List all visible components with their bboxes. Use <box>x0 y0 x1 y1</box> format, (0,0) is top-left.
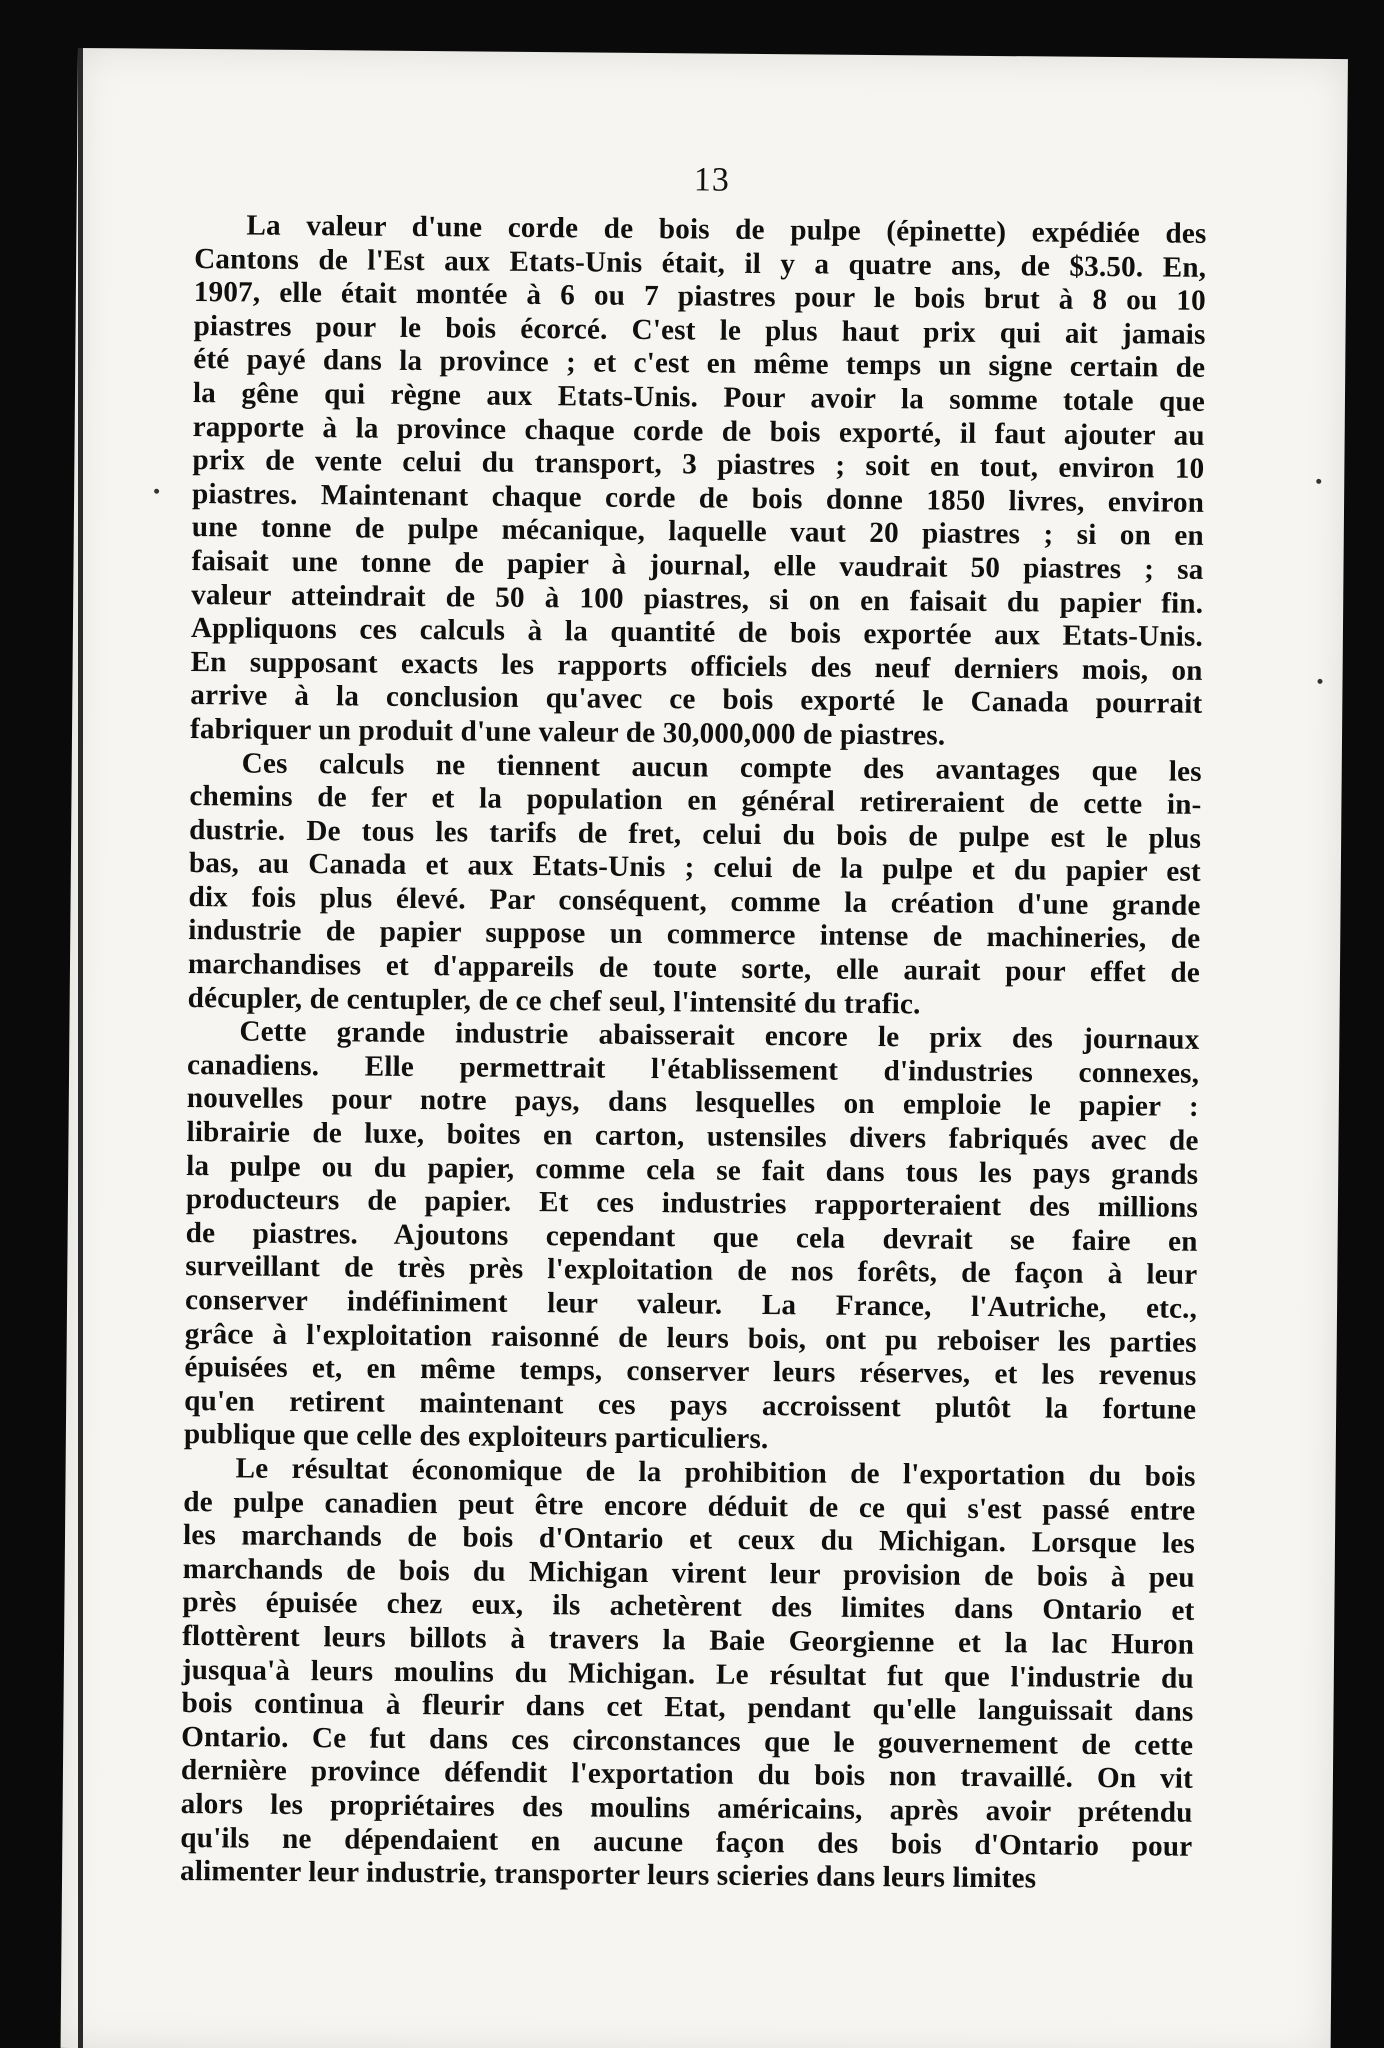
text-line: de piastres. Ajoutons cependant que cela devrait se faire en <box>185 1216 1198 1258</box>
text-line: grâce à l'exploitation raisonné de leurs bois, ont pu reboiser les parties <box>184 1317 1197 1359</box>
text-line: marchands de bois du Michigan virent leur provision de bois à peu <box>182 1552 1195 1594</box>
text-line: dustrie. De tous les tarifs de fret, celui du bois de pulpe est le plus <box>189 813 1202 855</box>
text-line: Ces calculs ne tiennent aucun compte des avantages que les <box>241 746 1202 788</box>
text-line: bas, au Canada et aux Etats-Unis ; celui de la pulpe et du papier est <box>188 847 1201 889</box>
text-line: Le résultat économique de la prohibition de l'exportation du bois <box>235 1452 1196 1493</box>
text-line: été payé dans la province ; et c'est en même temps un signe certain de <box>193 343 1206 385</box>
text-line: une tonne de pulpe mécanique, laquelle vaut 20 piastres ; si on en <box>191 511 1204 553</box>
text-line: En supposant exacts les rapports officiels des neuf derniers mois, on <box>190 645 1203 687</box>
text-line: conserver indéfiniment leur valeur. La France, l'Autriche, etc., <box>184 1283 1198 1325</box>
text-line: industrie de papier suppose un commerce intense de machineries, de <box>188 914 1201 956</box>
text-line: marchandises et d'appareils de toute sorte, elle aurait pour effet de <box>187 948 1201 989</box>
text-line: qu'ils ne dépendaient en aucune façon des bois d'Ontario pour <box>180 1821 1193 1863</box>
text-line: alors les propriétaires des moulins américains, après avoir prétendu <box>180 1787 1193 1829</box>
text-line: les marchands de bois d'Ontario et ceux du Michigan. Lorsque les <box>182 1519 1196 1560</box>
page-number: 13 <box>693 161 731 199</box>
text-line: rapporte à la province chaque corde de bois exporté, il faut ajouter au <box>192 410 1205 452</box>
paragraph <box>180 1452 1196 1898</box>
text-line: dix fois plus élevé. Par conséquent, comme la création d'une grande <box>188 880 1201 922</box>
page-gutter-edge <box>78 48 83 2048</box>
text-line: piastres pour le bois écorcé. C'est le plus haut prix qui ait jamais <box>193 309 1206 351</box>
paragraph <box>188 747 1202 1025</box>
text-line: surveillant de très près l'exploitation de nos forêts, de façon à leur <box>185 1250 1198 1292</box>
text-line: épuisées et, en même temps, conserver leurs réserves, et les revenus <box>184 1351 1197 1392</box>
text-line: Ontario. Ce fut dans ces circonstances que le gouvernement de cette <box>181 1720 1194 1762</box>
text-line: de pulpe canadien peut être encore déduit de ce qui s'est passé entre <box>183 1485 1196 1527</box>
text-line: qu'en retirent maintenant ces pays accroissent plutôt la fortune <box>184 1384 1197 1426</box>
text-line: chemins de fer et la population en général retireraient de cette in- <box>189 780 1202 821</box>
paragraph <box>184 1015 1200 1461</box>
text-line: nouvelles pour notre pays, dans lesquelles on emploie le papier : <box>186 1082 1199 1124</box>
text-line: Appliquons ces calculs à la quantité de bois exportée aux Etats-Unis. <box>190 612 1204 653</box>
text-line: 1907, elle était montée à 6 ou 7 piastres pour le bois brut à 8 ou 10 <box>193 276 1206 318</box>
text-line: canadiens. Elle permettrait l'établissement d'industries connexes, <box>186 1048 1200 1090</box>
text-line: publique que celle des exploiteurs particuliers. <box>183 1418 769 1456</box>
text-line: dernière province défendit l'exportation du bois non travaillé. On vit <box>180 1754 1194 1796</box>
book-page <box>61 48 1348 2048</box>
paragraph <box>190 209 1207 755</box>
text-line: piastres. Maintenant chaque corde de bois donne 1850 livres, environ <box>191 477 1205 519</box>
text-line: alimenter leur industrie, transporter leurs scieries dans leurs limites <box>179 1855 1037 1895</box>
text-line: fabriquer un produit d'une valeur de 30,000,000 de piastres. <box>189 712 946 752</box>
text-line: La valeur d'une corde de bois de pulpe (épinette) expédiée des <box>246 209 1207 250</box>
text-line: Cette grande industrie abaisserait encore le prix des journaux <box>239 1015 1200 1057</box>
text-line: librairie de luxe, boites en carton, ustensiles divers fabriqués avec de <box>186 1116 1199 1157</box>
text-line: flottèrent leurs billots à travers la Baie Georgienne et la lac Huron <box>182 1619 1195 1661</box>
dust-speck <box>1317 679 1322 684</box>
text-line: faisait une tonne de papier à journal, elle vaudrait 50 piastres ; sa <box>191 544 1204 586</box>
text-line: jusqua'à leurs moulins du Michigan. Le résultat fut que l'industrie du <box>181 1653 1194 1695</box>
text-line: décupler, de centupler, de ce chef seul, l'intensité du trafic. <box>187 981 921 1021</box>
dust-speck <box>154 489 159 494</box>
text-line: producteurs de papier. Et ces industries rapporteraient des millions <box>185 1183 1199 1225</box>
text-line: la gêne qui règne aux Etats-Unis. Pour avoir la somme totale que <box>192 376 1206 418</box>
text-line: prix de vente celui du transport, 3 piastres ; soit en tout, environ 10 <box>192 444 1205 486</box>
text-line: valeur atteindrait de 50 à 100 piastres, si on en faisait du papier fin. <box>191 578 1204 620</box>
text-line: arrive à la conclusion qu'avec ce bois exporté le Canada pourrait <box>190 679 1203 721</box>
text-line: la pulpe ou du papier, comme cela se fait dans tous les pays grands <box>186 1149 1199 1191</box>
text-line: bois continua à fleurir dans cet Etat, pendant qu'elle languissait dans <box>181 1687 1194 1728</box>
dust-speck <box>1316 479 1321 484</box>
text-line: Cantons de l'Est aux Etats-Unis était, il y a quatre ans, de $3.50. En, <box>194 242 1207 284</box>
body-text <box>180 209 1207 1897</box>
text-line: près épuisée chez eux, ils achetèrent des limites dans Ontario et <box>182 1586 1195 1628</box>
